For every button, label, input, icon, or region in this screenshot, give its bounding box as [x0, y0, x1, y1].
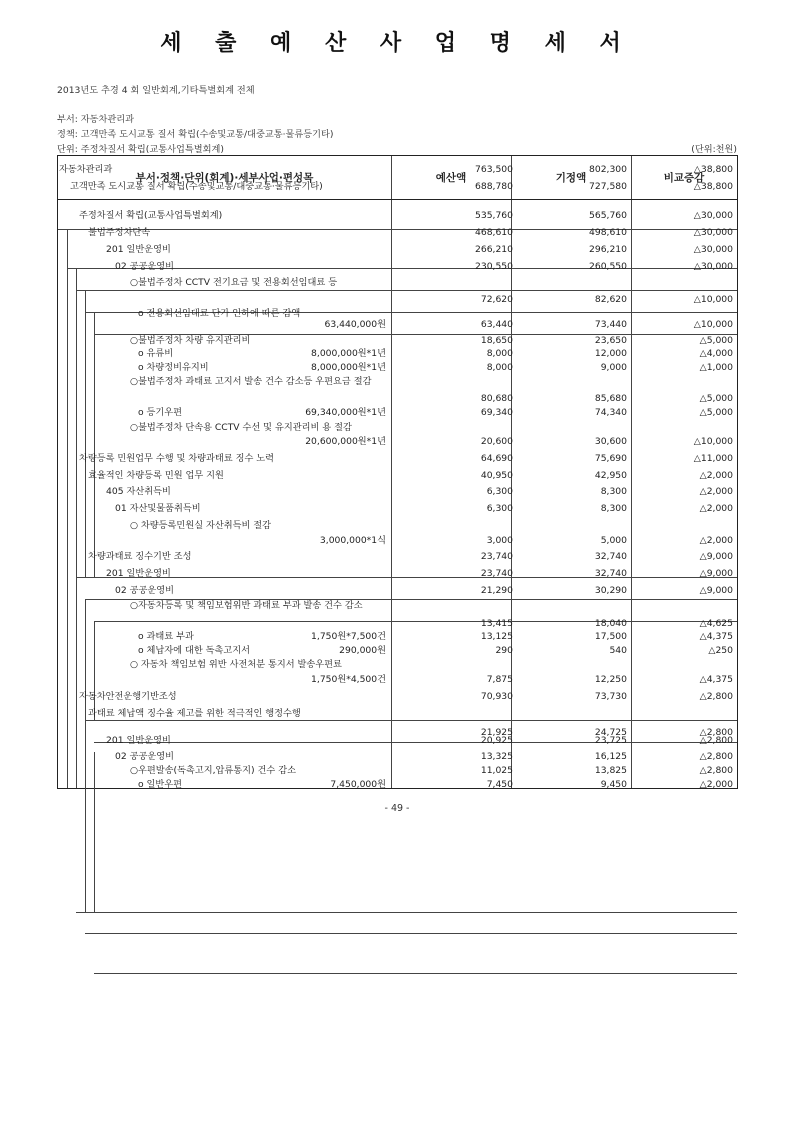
row-label: 효율적인 차량등록 민원 업무 지원	[88, 470, 224, 481]
row-budget: 468,610	[475, 227, 513, 238]
document-subtitle: 2013년도 추경 4 회 일반회계,기타특별회계 전체	[57, 85, 255, 96]
row-diff: △2,800	[699, 727, 733, 738]
row-diff: △2,800	[699, 765, 733, 776]
row-budget: 23,740	[480, 568, 513, 579]
row-label: ○자동차등록 및 책임보험위반 과태료 부과 발송 건수 감소	[130, 600, 363, 611]
row-diff: △4,375	[699, 631, 733, 642]
row-diff: △30,000	[693, 244, 733, 255]
row-prev: 802,300	[589, 164, 627, 175]
row-diff: △30,000	[693, 210, 733, 221]
indent-line	[85, 740, 86, 788]
row-prev: 260,550	[589, 261, 627, 272]
row-diff: △9,000	[699, 585, 733, 596]
policy-line: 정책: 고객만족 도시교통 질서 확립(수송및교통/대중교통·물류등기타)	[57, 129, 334, 140]
row-label: 자동차안전운행기반조성	[79, 691, 177, 702]
row-budget: 11,025	[480, 765, 513, 776]
row-separator	[94, 621, 737, 622]
row-budget: 69,340	[480, 407, 513, 418]
row-budget: 20,600	[480, 436, 513, 447]
row-label: o 차량정비유지비	[138, 362, 209, 373]
row-amount-detail: 8,000,000원*1년	[311, 362, 386, 373]
row-label: 02 공공운영비	[115, 261, 174, 272]
department-line: 부서: 자동차관리과	[57, 114, 135, 125]
row-separator	[76, 912, 737, 913]
col-divider	[391, 156, 392, 788]
row-prev: 727,580	[589, 181, 627, 192]
row-separator	[76, 290, 737, 291]
row-prev: 17,500	[594, 631, 627, 642]
row-diff: △10,000	[693, 319, 733, 330]
row-diff: △9,000	[699, 568, 733, 579]
row-prev: 8,300	[600, 503, 627, 514]
row-label: 불법주정차단속	[88, 227, 151, 238]
row-prev: 12,250	[594, 674, 627, 685]
row-budget: 266,210	[475, 244, 513, 255]
indent-line	[94, 312, 95, 577]
row-separator	[94, 973, 737, 974]
row-label: 405 자산취득비	[106, 486, 171, 497]
row-budget: 13,125	[480, 631, 513, 642]
row-budget: 13,325	[480, 751, 513, 762]
row-budget: 8,000	[486, 348, 513, 359]
row-budget: 3,000	[486, 535, 513, 546]
row-diff: △38,800	[693, 164, 733, 175]
indent-line	[67, 229, 68, 788]
row-label: 201 일반운영비	[106, 568, 171, 579]
row-prev: 23,725	[594, 735, 627, 746]
row-budget: 64,690	[480, 453, 513, 464]
row-budget: 6,300	[486, 503, 513, 514]
header-diff: 비교증감	[631, 156, 737, 200]
row-prev: 8,300	[600, 486, 627, 497]
row-diff: △5,000	[699, 407, 733, 418]
row-label: 과태료 체납액 징수율 제고를 위한 적극적인 행정수행	[88, 708, 301, 719]
row-label: 201 일반운영비	[106, 244, 171, 255]
row-diff: △9,000	[699, 551, 733, 562]
row-budget: 13,415	[480, 618, 513, 629]
row-budget: 70,930	[480, 691, 513, 702]
row-prev: 24,725	[594, 727, 627, 738]
indent-line	[94, 762, 95, 788]
row-diff: △10,000	[693, 294, 733, 305]
row-budget: 40,950	[480, 470, 513, 481]
row-label: 차량등록 민원업무 수행 및 차량과태료 징수 노력	[79, 453, 275, 464]
row-budget: 7,450	[486, 779, 513, 790]
row-prev: 23,650	[594, 335, 627, 346]
row-diff: △10,000	[693, 436, 733, 447]
row-label: ○ 자동차 책임보험 위반 사전처분 통지서 발송우편료	[130, 659, 342, 670]
row-budget: 21,925	[480, 727, 513, 738]
row-prev: 32,740	[594, 551, 627, 562]
header-category: 부서·정책·단위(회계)·세부사업·편성목	[58, 156, 391, 200]
row-diff: △2,000	[699, 503, 733, 514]
row-prev: 30,600	[594, 436, 627, 447]
page-number: - 49 -	[384, 803, 410, 814]
row-label: 자동차관리과	[59, 164, 113, 175]
row-diff: △250	[708, 645, 733, 656]
row-label: 주정차질서 확립(교통사업특별회계)	[79, 210, 223, 221]
row-budget: 80,680	[480, 393, 513, 404]
row-prev: 9,450	[600, 779, 627, 790]
row-separator	[85, 933, 737, 934]
row-diff: △5,000	[699, 335, 733, 346]
row-budget: 63,440	[480, 319, 513, 330]
row-diff: △2,000	[699, 779, 733, 790]
row-amount-detail: 290,000원	[339, 645, 386, 656]
row-diff: △2,000	[699, 486, 733, 497]
row-budget: 230,550	[475, 261, 513, 272]
row-label: 02 공공운영비	[115, 751, 174, 762]
row-label: 201 일반운영비	[106, 735, 171, 746]
row-diff: △30,000	[693, 227, 733, 238]
row-label: o 등기우편	[138, 407, 183, 418]
row-label: ○불법주정차 차량 유지관리비	[130, 335, 251, 346]
row-label: 01 자산및물품취득비	[115, 503, 201, 514]
row-label: o 체납자에 대한 독촉고지서	[138, 645, 251, 656]
row-prev: 32,740	[594, 568, 627, 579]
row-label: o 유류비	[138, 348, 174, 359]
row-diff: △4,625	[699, 618, 733, 629]
row-prev: 565,760	[589, 210, 627, 221]
row-diff: △38,800	[693, 181, 733, 192]
row-diff: △11,000	[693, 453, 733, 464]
header-budget: 예산액	[391, 156, 511, 200]
row-label: ○ 차량등록민원실 자산취득비 절감	[130, 520, 272, 531]
row-label: ○불법주정차 과태료 고지서 발송 건수 감소등 우편요금 절감	[130, 376, 372, 387]
row-label: ○우편발송(독촉고지,압류통지) 건수 감소	[130, 765, 296, 776]
indent-line	[76, 268, 77, 788]
row-prev: 16,125	[594, 751, 627, 762]
row-budget: 23,740	[480, 551, 513, 562]
row-budget: 290	[495, 645, 513, 656]
col-divider	[631, 156, 632, 788]
currency-unit: (단위:천원)	[691, 144, 737, 155]
row-prev: 9,000	[600, 362, 627, 373]
row-prev: 540	[609, 645, 627, 656]
header-prev: 기정액	[511, 156, 631, 200]
row-prev: 42,950	[594, 470, 627, 481]
row-diff: △2,800	[699, 735, 733, 746]
row-label: 차량과태료 징수기반 조성	[88, 551, 192, 562]
row-diff: △5,000	[699, 393, 733, 404]
row-budget: 7,875	[486, 674, 513, 685]
row-label: o 과태료 부과	[138, 631, 194, 642]
row-label: o 전용회선임대료 단가 인하에 따른 감액	[138, 308, 301, 319]
row-amount-detail: 63,440,000원	[324, 319, 386, 330]
row-prev: 12,000	[594, 348, 627, 359]
row-amount-detail: 3,000,000*1식	[319, 535, 386, 546]
row-amount-detail: 8,000,000원*1년	[311, 348, 386, 359]
row-prev: 13,825	[594, 765, 627, 776]
row-amount-detail: 1,750원*7,500건	[311, 631, 386, 642]
indent-line	[85, 290, 86, 577]
row-prev: 85,680	[594, 393, 627, 404]
row-budget: 21,290	[480, 585, 513, 596]
row-prev: 75,690	[594, 453, 627, 464]
row-amount-detail: 20,600,000원*1년	[305, 436, 386, 447]
row-diff: △2,000	[699, 535, 733, 546]
row-prev: 296,210	[589, 244, 627, 255]
row-diff: △1,000	[699, 362, 733, 373]
row-label: ○불법주정차 단속용 CCTV 수선 및 유지관리비 용 절감	[130, 422, 352, 433]
row-diff: △30,000	[693, 261, 733, 272]
row-label: 고객만족 도시교통 질서 확립(수송및교통/대중교통·물류등기타)	[70, 181, 323, 192]
row-budget: 6,300	[486, 486, 513, 497]
row-prev: 5,000	[600, 535, 627, 546]
row-prev: 82,620	[594, 294, 627, 305]
row-prev: 73,730	[594, 691, 627, 702]
row-diff: △4,375	[699, 674, 733, 685]
row-amount-detail: 7,450,000원	[330, 779, 386, 790]
row-budget: 763,500	[475, 164, 513, 175]
row-budget: 72,620	[480, 294, 513, 305]
row-budget: 688,780	[475, 181, 513, 192]
row-prev: 498,610	[589, 227, 627, 238]
row-budget: 18,650	[480, 335, 513, 346]
indent-line	[94, 621, 95, 720]
row-budget: 20,925	[480, 735, 513, 746]
row-amount-detail: 1,750원*4,500건	[311, 674, 386, 685]
unit-line: 단위: 주정차질서 확립(교통사업특별회계)	[57, 144, 224, 155]
row-diff: △2,000	[699, 470, 733, 481]
row-prev: 73,440	[594, 319, 627, 330]
row-prev: 74,340	[594, 407, 627, 418]
row-label: 02 공공운영비	[115, 585, 174, 596]
row-prev: 18,040	[594, 618, 627, 629]
row-budget: 8,000	[486, 362, 513, 373]
row-diff: △2,800	[699, 691, 733, 702]
row-budget: 535,760	[475, 210, 513, 221]
row-diff: △2,800	[699, 751, 733, 762]
row-diff: △4,000	[699, 348, 733, 359]
document-title: 세 출 예 산 사 업 명 세 서	[160, 31, 634, 56]
row-label: ○불법주정차 CCTV 전기요금 및 전용회선임대료 등	[130, 277, 338, 288]
row-label: o 일반우편	[138, 779, 183, 790]
row-prev: 30,290	[594, 585, 627, 596]
row-amount-detail: 69,340,000원*1년	[305, 407, 386, 418]
